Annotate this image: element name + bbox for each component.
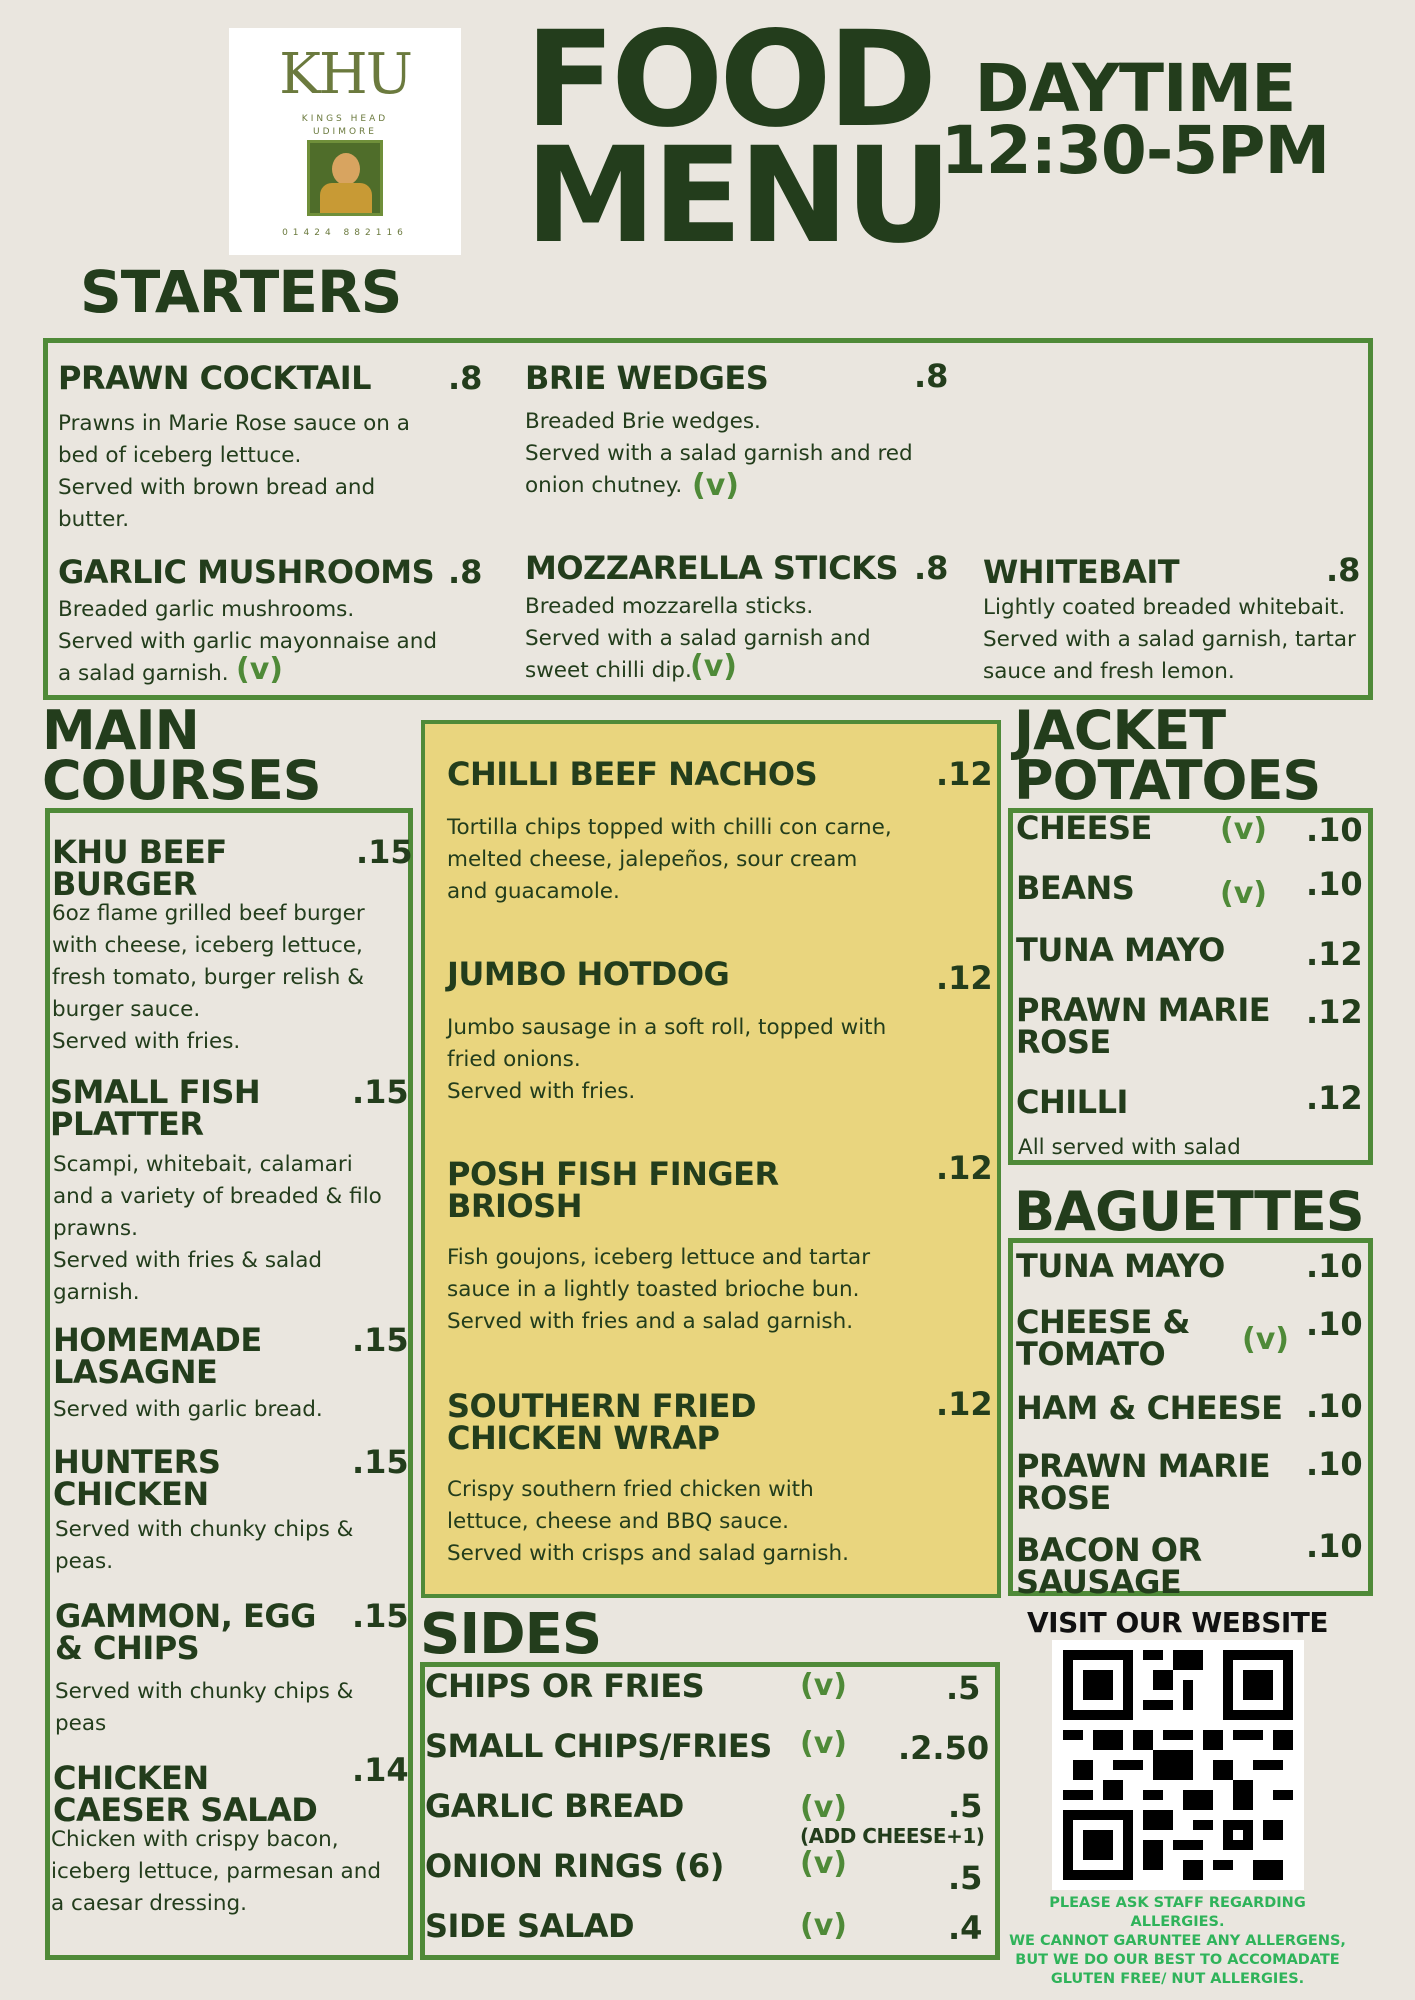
- main-desc: 6oz flame grilled beef burger with cheese, iceberg lettuce, fresh tomato, burger relish & burger sauce. Served with fries.: [52, 901, 365, 1054]
- starter-name: PRAWN COCKTAIL: [58, 359, 372, 397]
- jacket-name: TUNA MAYO: [1016, 931, 1225, 969]
- main-price: .14: [352, 1751, 409, 1789]
- starter-price: .8: [1326, 551, 1361, 589]
- featured-name: POSH FISH FINGER BRIOSH: [447, 1155, 779, 1225]
- baguette-name: HAM & CHEESE: [1016, 1389, 1283, 1427]
- main-name: GAMMON, EGG & CHIPS: [55, 1597, 316, 1667]
- page-title: [525, 3, 949, 273]
- main-name: HOMEMADE LASAGNE: [53, 1321, 262, 1391]
- kings-head-logo: [229, 28, 461, 255]
- starter-desc: Breaded garlic mushrooms. Served with garlic mayonnaise and a salad garnish.: [58, 597, 437, 686]
- side-name: CHIPS OR FRIES: [425, 1667, 705, 1705]
- featured-name: CHILLI BEEF NACHOS: [447, 755, 818, 793]
- title-menu: MENU: [525, 119, 949, 273]
- vegetarian-marker: (v): [800, 1668, 847, 1703]
- main-price: .15: [352, 1321, 409, 1359]
- website-qr-code[interactable]: [1052, 1640, 1304, 1890]
- jacket-price: .10: [1306, 811, 1363, 849]
- starters-heading: STARTERS: [80, 258, 402, 326]
- starter-name: WHITEBAIT: [983, 553, 1180, 591]
- starter-desc: Prawns in Marie Rose sauce on a bed of iceberg lettuce. Served with brown bread and butter.: [58, 411, 410, 532]
- jacket-name: BEANS: [1016, 869, 1135, 907]
- starter-name: BRIE WEDGES: [525, 359, 769, 397]
- featured-price: .12: [936, 959, 993, 997]
- featured-name: JUMBO HOTDOG: [447, 955, 730, 993]
- baguette-name: TUNA MAYO: [1016, 1247, 1225, 1285]
- starter-desc: Breaded Brie wedges. Served with a salad garnish and red onion chutney.: [525, 409, 913, 498]
- side-price: .4: [948, 1909, 983, 1947]
- main-price: .15: [352, 1073, 409, 1111]
- side-price: .5: [948, 1787, 983, 1825]
- main-name: SMALL FISH PLATTER: [50, 1073, 261, 1143]
- king-portrait-image: [307, 140, 383, 216]
- starter-price: .8: [914, 357, 949, 395]
- daytime-hours: 12:30-5PM: [940, 112, 1330, 189]
- main-desc: Scampi, whitebait, calamari and a variety of breaded & filo prawns. Served with fries & salad garnish.: [53, 1152, 382, 1305]
- baguette-price: .10: [1306, 1247, 1363, 1285]
- starter-desc: Lightly coated breaded whitebait. Served with a salad garnish, tartar sauce and fresh lemon.: [983, 595, 1356, 684]
- baguette-name: PRAWN MARIE ROSE: [1016, 1447, 1271, 1517]
- featured-desc: Fish goujons, iceberg lettuce and tartar sauce in a lightly toasted brioche bun. Served with fries and a salad garnish.: [447, 1245, 871, 1334]
- side-name: SMALL CHIPS/FRIES: [425, 1727, 772, 1765]
- mains-heading-line1: MAIN: [42, 699, 199, 762]
- side-price: .5: [948, 1859, 983, 1897]
- featured-price: .12: [936, 1149, 993, 1187]
- jacket-price: .12: [1306, 993, 1363, 1031]
- main-name: HUNTERS CHICKEN: [53, 1443, 221, 1513]
- starter-price: .8: [914, 549, 949, 587]
- service-hours: [935, 50, 1335, 189]
- featured-price: .12: [936, 1385, 993, 1423]
- vegetarian-marker: (v): [692, 468, 739, 503]
- jacket-heading-line2: POTATOES: [1014, 749, 1321, 812]
- jacket-heading: [1014, 699, 1321, 812]
- main-desc: Served with garlic bread.: [53, 1397, 323, 1422]
- side-name: ONION RINGS (6): [425, 1847, 724, 1885]
- side-price: .5: [946, 1669, 981, 1707]
- jacket-name: CHILLI: [1016, 1083, 1128, 1121]
- featured-name: SOUTHERN FRIED CHICKEN WRAP: [447, 1387, 757, 1457]
- title-food: FOOD: [525, 3, 934, 157]
- starter-price: .8: [448, 359, 483, 397]
- featured-price: .12: [936, 755, 993, 793]
- starter-name: GARLIC MUSHROOMS: [58, 553, 435, 591]
- logo-monogram: KHU: [279, 42, 411, 107]
- starter-price: .8: [448, 553, 483, 591]
- side-extra-note: (ADD CHEESE+1): [800, 1824, 985, 1848]
- starter-desc: Breaded mozzarella sticks. Served with a salad garnish and sweet chilli dip.: [525, 594, 871, 683]
- allergy-notice: PLEASE ASK STAFF REGARDING ALLERGIES. WE CANNOT GARUNTEE ANY ALLERGENS, BUT WE DO OUR BEST TO ACCOMADATE GLUTEN FREE/ NUT ALLERGIES.: [1009, 1895, 1346, 1987]
- website-label: VISIT OUR WEBSITE: [1026, 1606, 1329, 1639]
- main-name: CHICKEN CAESER SALAD: [53, 1759, 318, 1829]
- baguette-price: .10: [1306, 1305, 1363, 1343]
- daytime-label: DAYTIME: [974, 50, 1296, 127]
- jacket-price: .10: [1306, 865, 1363, 903]
- vegetarian-marker: (v): [800, 1846, 847, 1881]
- vegetarian-marker: (v): [690, 649, 737, 684]
- vegetarian-marker: (v): [1220, 876, 1267, 911]
- featured-desc: Tortilla chips topped with chilli con carne, melted cheese, jalepeños, sour cream and guacamole.: [447, 815, 892, 904]
- jacket-price: .12: [1306, 1079, 1363, 1117]
- jacket-name: CHEESE: [1016, 809, 1152, 847]
- jacket-name: PRAWN MARIE ROSE: [1016, 991, 1271, 1061]
- vegetarian-marker: (v): [1242, 1322, 1289, 1357]
- logo-location: UDIMORE: [313, 127, 377, 137]
- qr-code-icon: [1052, 1640, 1304, 1890]
- main-desc: Served with chunky chips & peas: [55, 1679, 354, 1736]
- featured-desc: Crispy southern fried chicken with lettuce, cheese and BBQ sauce. Served with crisps and salad garnish.: [447, 1477, 849, 1566]
- baguette-price: .10: [1306, 1445, 1363, 1483]
- vegetarian-marker: (v): [236, 652, 283, 687]
- starter-name: MOZZARELLA STICKS: [525, 549, 899, 587]
- vegetarian-marker: (v): [800, 1790, 847, 1825]
- main-price: .15: [356, 833, 413, 871]
- baguette-name: BACON OR SAUSAGE: [1016, 1531, 1202, 1601]
- side-name: GARLIC BREAD: [425, 1787, 684, 1825]
- baguettes-heading: BAGUETTES: [1014, 1180, 1364, 1243]
- main-desc: Chicken with crispy bacon, iceberg lettuce, parmesan and a caesar dressing.: [51, 1827, 381, 1916]
- baguette-price: .10: [1306, 1387, 1363, 1425]
- mains-heading: [42, 699, 321, 812]
- vegetarian-marker: (v): [800, 1726, 847, 1761]
- baguette-price: .10: [1306, 1527, 1363, 1565]
- baguette-name: CHEESE & TOMATO: [1016, 1303, 1190, 1373]
- jacket-heading-line1: JACKET: [1014, 699, 1226, 762]
- logo-phone: 01424 882116: [282, 228, 408, 238]
- side-price: .2.50: [898, 1729, 990, 1767]
- vegetarian-marker: (v): [1220, 812, 1267, 847]
- main-name: KHU BEEF BURGER: [52, 833, 227, 903]
- sides-heading: SIDES: [420, 1602, 602, 1667]
- main-price: .15: [352, 1443, 409, 1481]
- mains-heading-line2: COURSES: [42, 749, 321, 812]
- jacket-note: All served with salad: [1018, 1135, 1241, 1160]
- side-name: SIDE SALAD: [425, 1907, 635, 1945]
- jacket-price: .12: [1306, 935, 1363, 973]
- featured-desc: Jumbo sausage in a soft roll, topped with fried onions. Served with fries.: [447, 1015, 887, 1104]
- main-desc: Served with chunky chips & peas.: [55, 1517, 354, 1574]
- vegetarian-marker: (v): [800, 1908, 847, 1943]
- main-price: .15: [352, 1597, 409, 1635]
- logo-name: KINGS HEAD: [301, 114, 389, 124]
